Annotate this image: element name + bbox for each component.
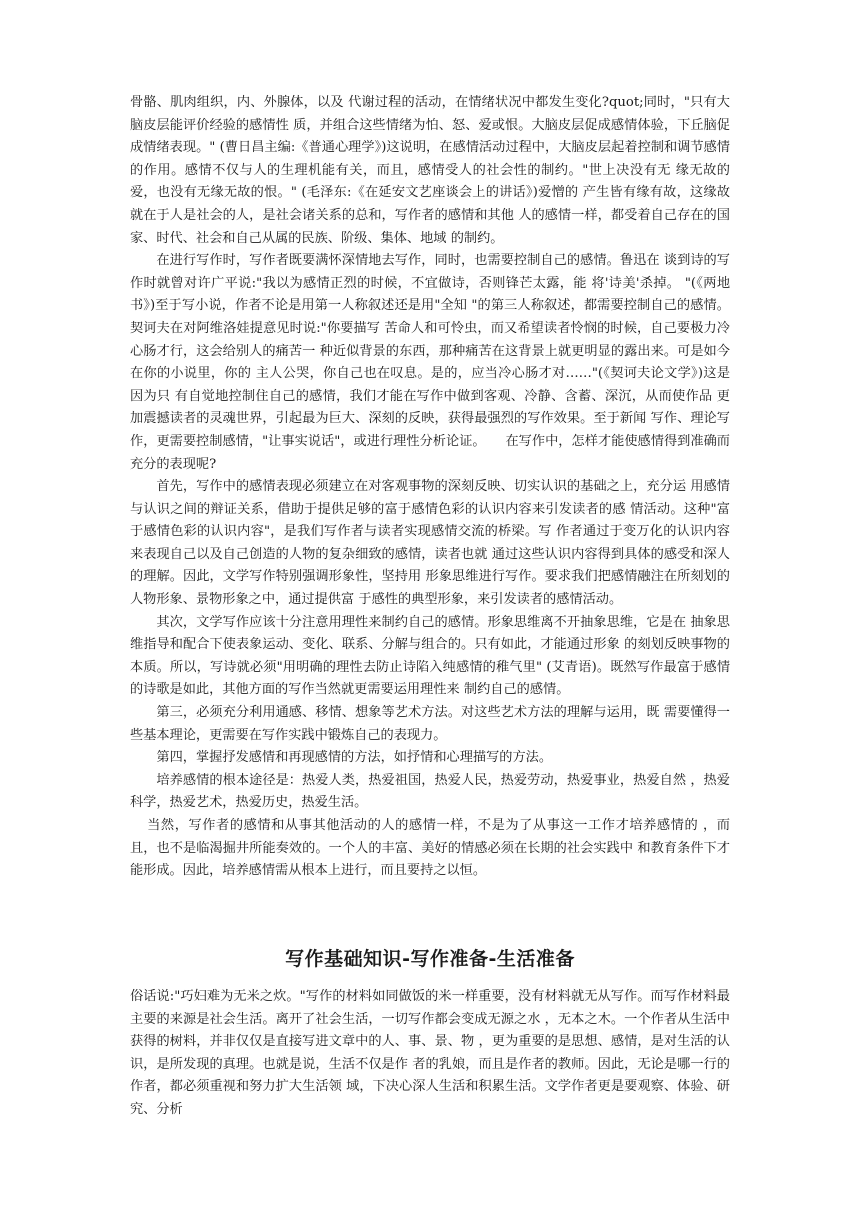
paragraph-emotion-physiology: 骨骼、肌肉组织，内、外腺体，以及 代谢过程的活动，在情绪状况中都发生变化?quot;同时，"只有大脑皮层能评价经验的感情性 质，并组合这些情绪为怕、怒、爱或恨。大脑皮层促成感情体验，下丘脑促成情绪表现。" (曹日昌主编:《普通心理学》)这说明，在感情活动过程中，大脑皮层起着控制和调节感情 的作用。感情不仅与人的生理机能有关，而且，感情受人的社会性的制约。"世上决没有无 缘无故的爱，也没有无缘无故的恨。" (毛泽东:《在延安文艺座谈会上的讲话》)爱憎的 产生皆有缘有故，这缘故就在于人是社会的人，是社会诸关系的总和，写作者的感情和其他 人的感情一样，都受着自己存在的国家、时代、社会和自己从属的民族、阶级、集体、地域 的制约。	[130, 95, 730, 246]
paragraph-cultivate-emotion: 培养感情的根本途径是：热爱人类，热爱祖国，热爱人民，热爱劳动，热爱事业，热爱自然 ，热爱科学，热爱艺术，热爱历史，热爱生活。	[130, 772, 730, 811]
paragraph-fourth-point: 第四，掌握抒发感情和再现感情的方法，如抒情和心理描写的方法。	[156, 750, 553, 766]
section-body	[130, 986, 730, 1122]
paragraph-life-preparation: 俗话说:"巧妇难为无米之炊。"写作的材料如同做饭的米一样重要，没有材料就无从写作。而写作材料最主要的来源是社会生活。离开了社会生活，一切写作都会变成无源之水 ，无本之木。一个作者从生活中获得的树料，并非仅仅是直接写进文章中的人、事、景、物 ，更为重要的是思想、感情，是对生活的认识，是所发现的真理。也就是说，生活不仅是作 者的乳娘，而且是作者的教师。因此，无论是哪一行的作者，都必须重视和努力扩大生活领 域，下决心深人生活和积累生活。文学作者更是要观察、体验、研究、分析	[130, 989, 730, 1117]
paragraph-third-point: 第三，必须充分利用通感、移情、想象等艺术方法。对这些艺术方法的理解与运用，既 需要懂得一些基本理论，更需要在写作实践中锻炼自己的表现力。	[130, 705, 730, 743]
paragraph-first-point: 首先，写作中的感情表现必须建立在对客观事物的深刻反映、切实认识的基础之上，充分运 用感情与认识之间的辩证关系，借助于提供足够的富于感情色彩的认识内容来引发读者的感 情活动。这种"富于感情色彩的认识内容"，是我们写作者与读者实现感情交流的桥梁。写 作者通过于变万化的认识内容来表现自己以及自己创造的人物的复杂细致的感情，读者也就 通过这些认识内容得到具体的感受和深人的理解。因此，文学写作特别强调形象性，坚持用 形象思维进行写作。要求我们把感情融注在所刻划的人物形象、景物形象之中，通过提供富 于感性的典型形象，来引发读者的感情活动。	[130, 479, 730, 608]
paragraph-control-emotion: 在进行写作时，写作者既要满怀深情地去写作，同时，也需要控制自己的感情。鲁迅在 谈到诗的写作时就曾对许广平说:"我以为感情正烈的时候，不宜做诗，否则锋芒太露，能 将'诗美'杀掉。 "(《两地书》)至于写小说，作者不论是用第一人称叙述还是用"全知 "的第三人称叙述，都需要控制自己的感情。契诃夫在对阿维洛娃提意见时说:"你要描写 苦命人和可怜虫，而又希望读者怜悯的时候，自己要极力冷心肠才行，这会给别人的痛苦一 种近似背景的东西，那种痛苦在这背景上就更明显的露出来。可是如今在你的小说里，你的 主人公哭，你自己也在叹息。是的，应当冷心肠才对……"(《契诃夫论文学》)这是因为只 有自觉地控制住自己的感情，我们才能在写作中做到客观、冷静、含蓄、深沉，从而使作品 更加震撼读者的灵魂世界，引起最为巨大、深刻的反映，获得最强烈的写作效果。至于新闻 写作、理论写作，更需要控制感情，"让事实说话"，或进行理性分析论证。 在写作中，怎样才能使感情得到准确而充分的表现呢?	[130, 253, 731, 472]
document-body	[130, 92, 730, 883]
paragraph-conclusion: 当然，写作者的感情和从事其他活动的人的感情一样，不是为了从事这一工作才培养感情的 ，而且，也不是临渴掘井所能奏效的。一个人的丰富、美好的情感必须在长期的社会实践中 和教育条件下才能形成。因此，培养感情需从根本上进行，而且要持之以恒。	[130, 818, 730, 879]
paragraph-second-point: 其次，文学写作应该十分注意用理性来制约自己的感情。形象思维离不开抽象思维，它是在 抽象思维指导和配合下使表象运动、变化、联系、分解与组合的。只有如此，才能通过形象 的刻划反映事物的本质。所以，写诗就必须"用明确的理性去防止诗陷入纯感情的稚气里" (艾青语)。既然写作最富于感情的诗歌是如此，其他方面的写作当然就更需要运用理性来 制约自己的感情。	[130, 614, 730, 698]
section-title: 写作基础知识-写作准备-生活准备	[285, 948, 575, 970]
